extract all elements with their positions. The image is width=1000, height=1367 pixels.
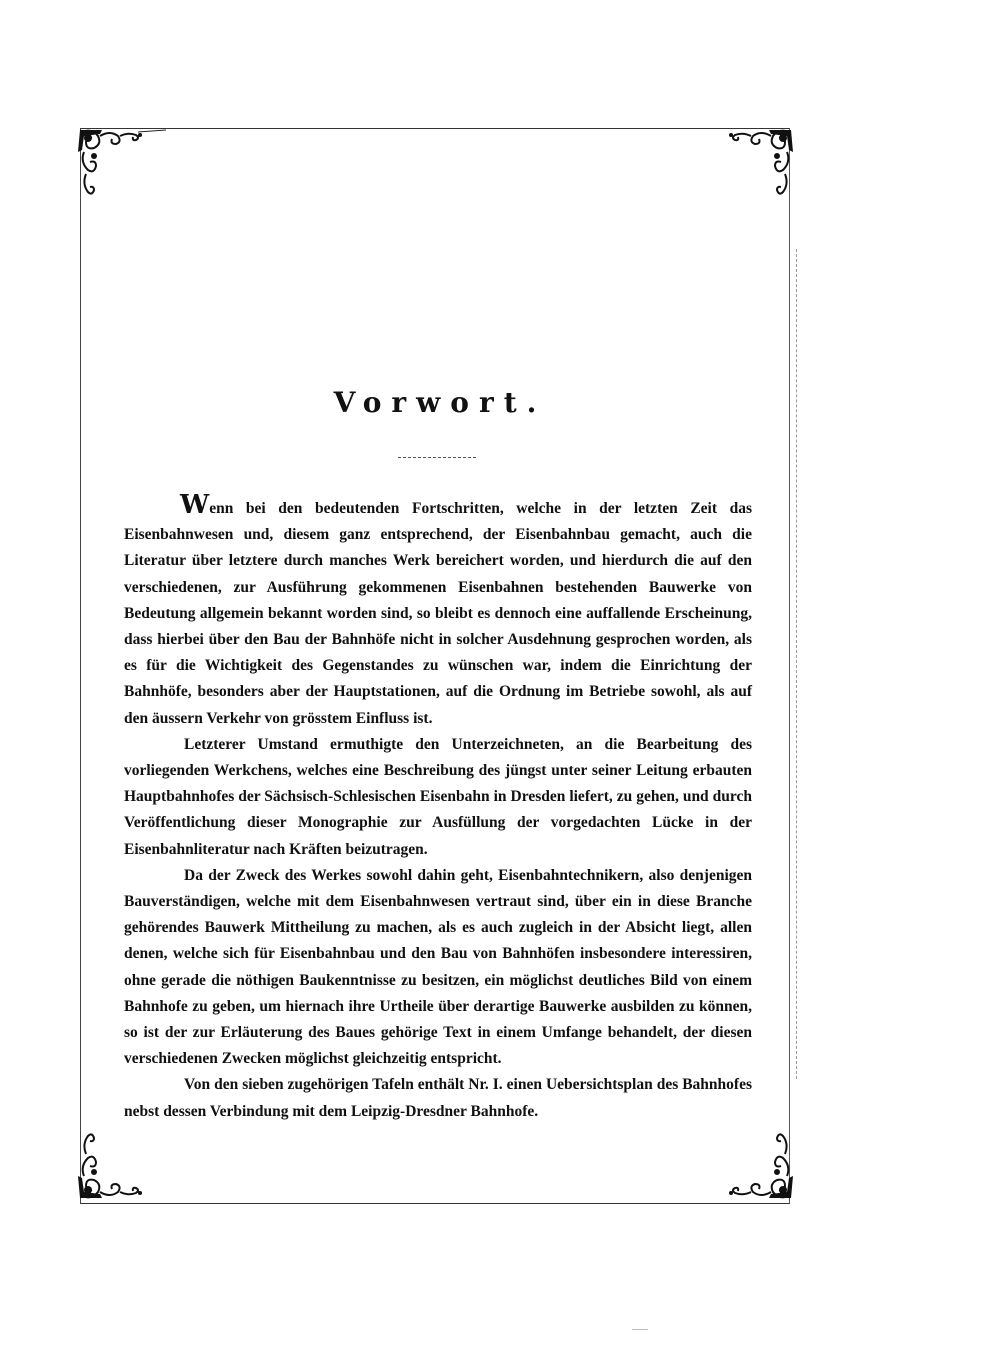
paragraph-3: Da der Zweck des Werkes sowohl dahin geht, Eisenbahntechnikern, also denjenigen Bauverständigen, welche mit dem Eisenbahnwesen vertraut sind, über ein in diese Branche gehörendes Bauwerk Mittheilung zu machen, als es auch zugleich in der Absicht liegt, allen denen, welche sich für Eisenbahnbau und den Bau von Bahnhöfen insbesondere interessiren, ohne gerade die nöthigen Baukenntnisse zu besitzen, ein möglichst deutliches Bild von einem Bahnhofe zu geben, um hiernach ihre Urtheile über derartige Bauwerke ausbilden zu können, so ist der zur Erläuterung des Baues gehörige Text in einem Umfange behandelt, der diesen verschiedenen Zwecken möglichst gleichzeitig entspricht. xyxy=(124,866,752,1068)
paragraph-2: Letzterer Umstand ermuthigte den Unterzeichneten, an die Bearbeitung des vorliegenden Werkchens, welches eine Beschreibung des jüngst unter seiner Leitung erbauten Hauptbahnhofes der Sächsisch-Schlesischen Eisenbahn in Dresden liefert, zu gehen, und durch Veröffentlichung dieser Monographie zur Ausfüllung der vorgedachten Lücke in der Eisenbahnliteratur nach Kräften beizutragen. xyxy=(124,735,752,858)
inner-border-line xyxy=(796,249,797,1079)
page-title: Vorwort. xyxy=(333,386,547,419)
paragraph-1-text: enn bei den bedeutenden Fortschritten, welche in der letzten Zeit das Eisenbahnwesen und, diesem ganz entsprechend, der Eisenbahnbau gemacht, auch die Literatur über letztere durch manches Werk bereichert worden, und hierdurch die auf den verschiedenen, zur Ausführung gekommenen Eisenbahnen bestehenden Bauwerke von Bedeutung allgemein bekannt worden sind, so bleibt es dennoch eine auffallende Erscheinung, dass hierbei über den Bau der Bahnhöfe nicht in solcher Ausdehnung gesprochen worden, als es für die Wichtigkeit des Gegenstandes zu wünschen war, indem die Einrichtung der Bahnhöfe, besonders aber der Hauptstationen, auf die Ordnung im Betriebe sowohl, als auf den äussern Verkehr von grösstem Einfluss ist. xyxy=(124,500,752,727)
corner-ornament-top-right xyxy=(705,126,793,206)
preface-body xyxy=(124,490,752,1125)
corner-ornament-bottom-left xyxy=(78,1122,166,1202)
corner-ornament-top-left xyxy=(78,126,166,206)
scroll-flourish-icon xyxy=(705,126,793,206)
scroll-flourish-icon xyxy=(78,1122,166,1202)
scan-speck xyxy=(632,1329,648,1330)
drop-initial: W xyxy=(180,490,210,520)
title-divider xyxy=(398,457,476,458)
paragraph-4: Von den sieben zugehörigen Tafeln enthält Nr. I. einen Uebersichtsplan des Bahnhofes nebst dessen Verbindung mit dem Leipzig-Dresdner Bahnhofe. xyxy=(124,1076,752,1120)
paragraph-1 xyxy=(124,490,752,732)
corner-ornament-bottom-right xyxy=(705,1122,793,1202)
scroll-flourish-icon xyxy=(78,126,166,206)
scroll-flourish-icon xyxy=(705,1122,793,1202)
